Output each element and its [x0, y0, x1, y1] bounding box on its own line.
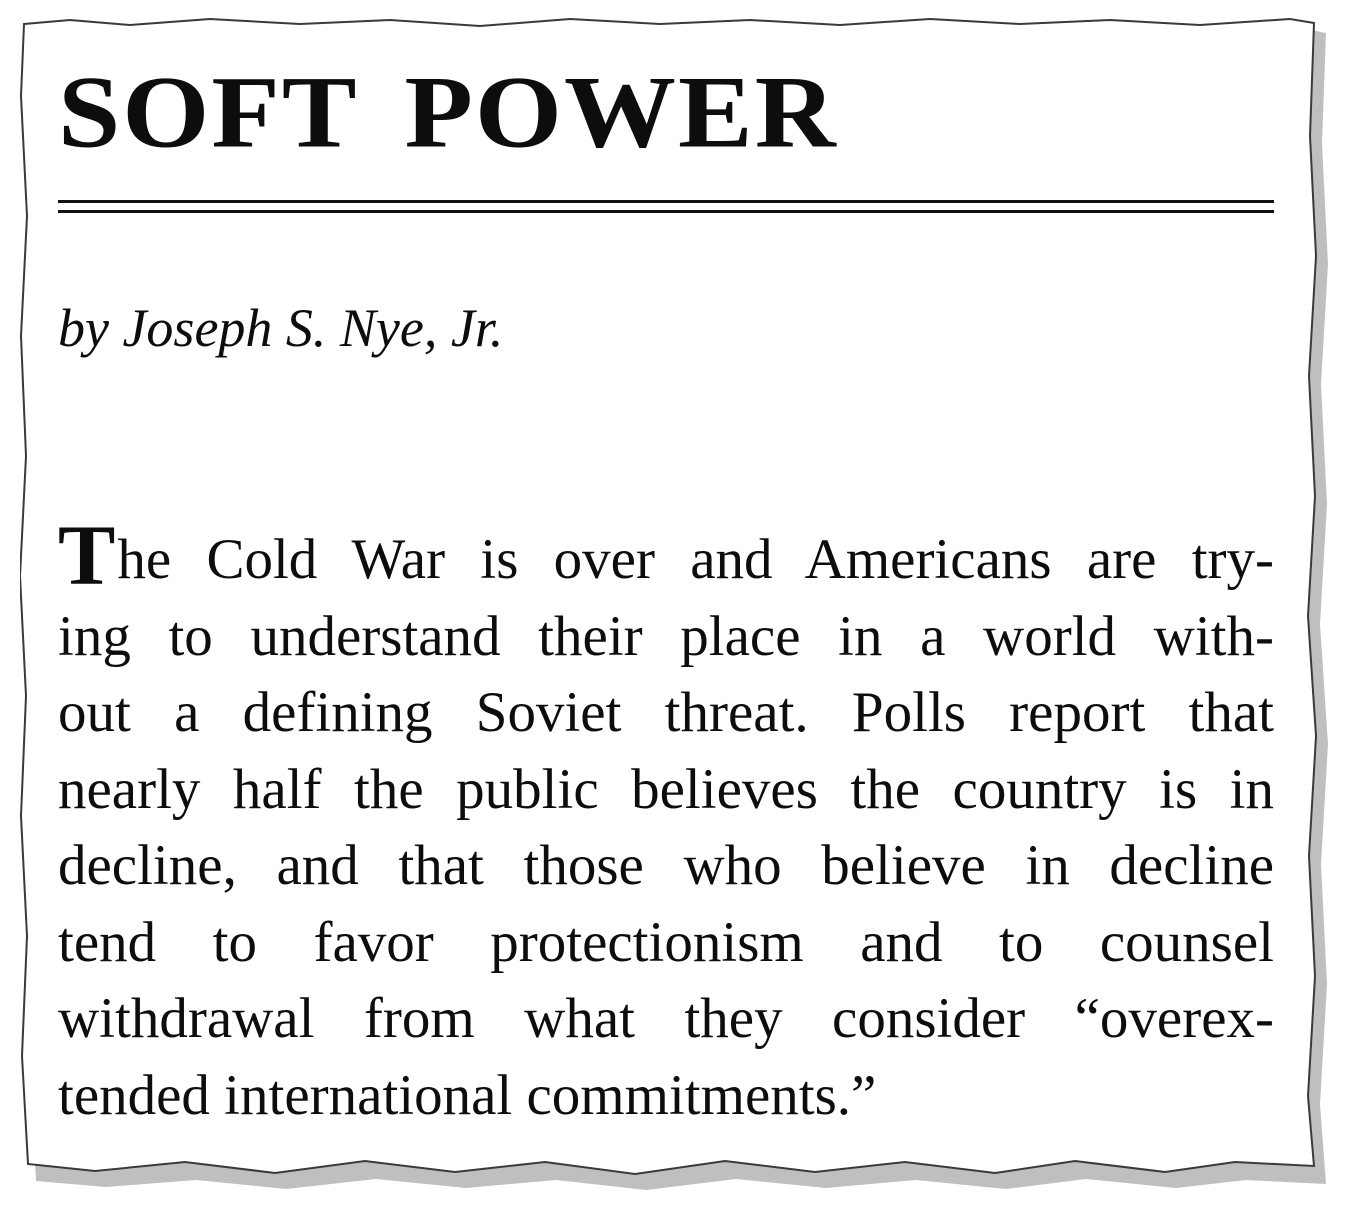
body-line-1-text: he Cold War is over and Americans are try- — [117, 528, 1274, 591]
drop-cap: T — [58, 522, 116, 599]
body-line-2: ing to understand their place in a world with- — [58, 604, 1274, 668]
body-line-7: withdrawal from what they consider “overex- — [58, 987, 1274, 1050]
byline: by Joseph S. Nye, Jr. — [58, 298, 504, 358]
body-line-8: tended international commitments.” — [58, 1063, 877, 1127]
body-line-3: out a defining Soviet threat. Polls report that — [58, 681, 1274, 744]
article — [58, 0, 1274, 1214]
body-line-6: tend to favor protectionism and to counsel — [58, 910, 1274, 974]
article-title: SOFT POWER — [58, 55, 838, 170]
article-body — [58, 522, 1274, 1134]
body-line-1 — [58, 522, 1274, 599]
title-rule-top — [58, 200, 1274, 203]
body-line-5: decline, and that those who believe in decline — [58, 834, 1274, 897]
body-line-4: nearly half the public believes the country is in — [58, 757, 1274, 821]
title-rule-bottom — [58, 210, 1274, 213]
